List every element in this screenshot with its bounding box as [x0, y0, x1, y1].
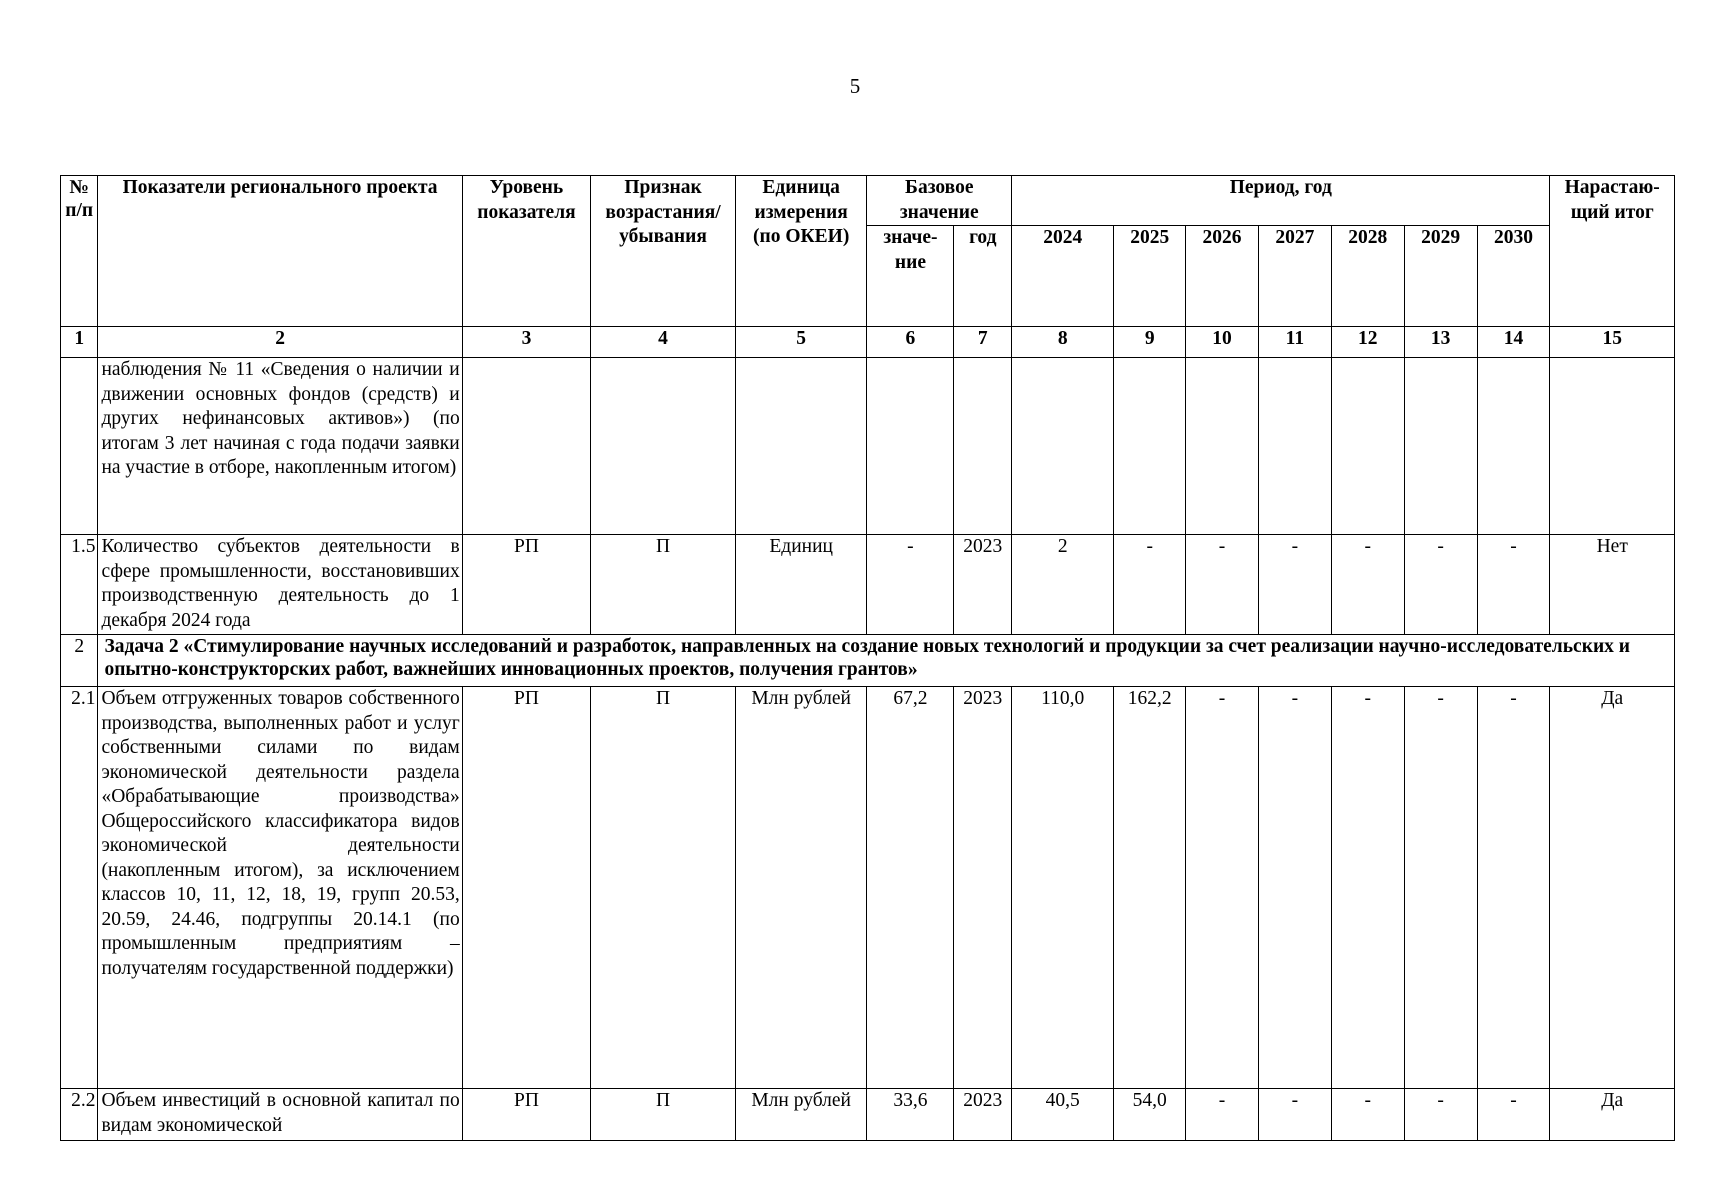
empty-cell	[591, 358, 736, 535]
table-row-2-1	[61, 687, 1675, 1089]
header-level: Уровень показателя	[462, 176, 591, 327]
cumulative-cell: Да	[1550, 687, 1675, 1089]
year-value-cell: -	[1477, 1089, 1550, 1141]
year-value-cell: 110,0	[1012, 687, 1114, 1089]
empty-cell	[1477, 358, 1550, 535]
header-year: 2024	[1012, 226, 1114, 327]
row-number: 2	[61, 635, 98, 687]
base-year-cell: 2023	[954, 1089, 1012, 1141]
year-value-cell: -	[1404, 535, 1477, 635]
empty-cell	[1186, 358, 1259, 535]
indicator-text: Количество субъектов деятельности в сфере промышленности, восстановивших производственную деятельность до 1 декабря 2024 года	[98, 535, 462, 635]
header-base-value: значе-ние	[867, 226, 954, 327]
header-year: 2026	[1186, 226, 1259, 327]
column-number: 5	[735, 327, 867, 358]
column-number: 11	[1258, 327, 1331, 358]
base-value-cell: -	[867, 535, 954, 635]
empty-cell	[735, 358, 867, 535]
header-sign: Признак возрастания/ убывания	[591, 176, 736, 327]
year-value-cell: -	[1258, 535, 1331, 635]
year-value-cell: 162,2	[1114, 687, 1186, 1089]
column-number: 15	[1550, 327, 1675, 358]
level-cell: РП	[462, 687, 591, 1089]
empty-cell	[1114, 358, 1186, 535]
empty-cell	[954, 358, 1012, 535]
unit-cell: Млн рублей	[735, 687, 867, 1089]
header-year: 2027	[1258, 226, 1331, 327]
year-value-cell: -	[1186, 535, 1259, 635]
empty-cell	[867, 358, 954, 535]
column-number: 3	[462, 327, 591, 358]
year-value-cell: -	[1331, 687, 1404, 1089]
year-value-cell: -	[1186, 687, 1259, 1089]
header-year: 2028	[1331, 226, 1404, 327]
column-number: 14	[1477, 327, 1550, 358]
column-numbers-row	[61, 327, 1675, 358]
indicator-text: Объем инвестиций в основной капитал по видам экономической	[98, 1089, 462, 1141]
sign-cell: П	[591, 687, 736, 1089]
year-value-cell: -	[1258, 687, 1331, 1089]
header-row-1	[61, 176, 1675, 226]
cumulative-cell: Да	[1550, 1089, 1675, 1141]
year-value-cell: -	[1477, 535, 1550, 635]
table-row-task-2	[61, 635, 1675, 687]
empty-cell	[1404, 358, 1477, 535]
column-number: 4	[591, 327, 736, 358]
table-row-2-2	[61, 1089, 1675, 1141]
header-period: Период, год	[1012, 176, 1550, 226]
year-value-cell: 2	[1012, 535, 1114, 635]
indicators-table	[60, 175, 1675, 1141]
header-unit: Единица измерения (по ОКЕИ)	[735, 176, 867, 327]
header-year: 2030	[1477, 226, 1550, 327]
indicator-text: Объем отгруженных товаров собственного производства, выполненных работ и услуг собственными силами по видам экономической деятельности раздела «Обрабатывающие производства» Общероссийского классификатора видов экономической деятельности (накопленным итогом), за исключением классов 10, 11, 12, 18, 19, групп 20.53, 20.59, 24.46, подгруппы 20.14.1 (по промышленным предприятиям – получателям государственной поддержки)	[98, 687, 462, 1089]
indicator-text: наблюдения № 11 «Сведения о наличии и движении основных фондов (средств) и других нефинансовых активов») (по итогам 3 лет начиная с года подачи заявки на участие в отборе, накопленным итогом)	[98, 358, 462, 535]
row-number: 2.2	[61, 1089, 98, 1141]
column-number: 6	[867, 327, 954, 358]
header-num: № п/п	[61, 176, 98, 327]
year-value-cell: -	[1404, 687, 1477, 1089]
base-year-cell: 2023	[954, 535, 1012, 635]
column-number: 13	[1404, 327, 1477, 358]
task-heading: Задача 2 «Стимулирование научных исследований и разработок, направленных на создание новых технологий и продукции за счет реализации научно-исследовательских и опытно-конструкторских работ, важнейших инновационных проектов, получения грантов»	[98, 635, 1675, 687]
column-number: 2	[98, 327, 462, 358]
level-cell: РП	[462, 1089, 591, 1141]
header-cumulative: Нарастаю-щий итог	[1550, 176, 1675, 327]
base-year-cell: 2023	[954, 687, 1012, 1089]
year-value-cell: -	[1331, 535, 1404, 635]
empty-cell	[462, 358, 591, 535]
year-value-cell: -	[1477, 687, 1550, 1089]
column-number: 7	[954, 327, 1012, 358]
header-year: 2025	[1114, 226, 1186, 327]
sign-cell: П	[591, 535, 736, 635]
header-base: Базовое значение	[867, 176, 1012, 226]
unit-cell: Млн рублей	[735, 1089, 867, 1141]
base-value-cell: 33,6	[867, 1089, 954, 1141]
column-number: 1	[61, 327, 98, 358]
header-base-year: год	[954, 226, 1012, 327]
year-value-cell: -	[1331, 1089, 1404, 1141]
row-number	[61, 358, 98, 535]
unit-cell: Единиц	[735, 535, 867, 635]
row-number: 2.1	[61, 687, 98, 1089]
table-row-1-5	[61, 535, 1675, 635]
empty-cell	[1258, 358, 1331, 535]
year-value-cell: -	[1186, 1089, 1259, 1141]
empty-cell	[1331, 358, 1404, 535]
header-year: 2029	[1404, 226, 1477, 327]
sign-cell: П	[591, 1089, 736, 1141]
column-number: 8	[1012, 327, 1114, 358]
base-value-cell: 67,2	[867, 687, 954, 1089]
column-number: 10	[1186, 327, 1259, 358]
table-row-continuation	[61, 358, 1675, 535]
page-number: 5	[849, 74, 861, 98]
column-number: 9	[1114, 327, 1186, 358]
row-number: 1.5	[61, 535, 98, 635]
year-value-cell: 40,5	[1012, 1089, 1114, 1141]
empty-cell	[1550, 358, 1675, 535]
year-value-cell: 54,0	[1114, 1089, 1186, 1141]
year-value-cell: -	[1114, 535, 1186, 635]
year-value-cell: -	[1258, 1089, 1331, 1141]
empty-cell	[1012, 358, 1114, 535]
header-indicator: Показатели регионального проекта	[98, 176, 462, 327]
year-value-cell: -	[1404, 1089, 1477, 1141]
level-cell: РП	[462, 535, 591, 635]
column-number: 12	[1331, 327, 1404, 358]
cumulative-cell: Нет	[1550, 535, 1675, 635]
